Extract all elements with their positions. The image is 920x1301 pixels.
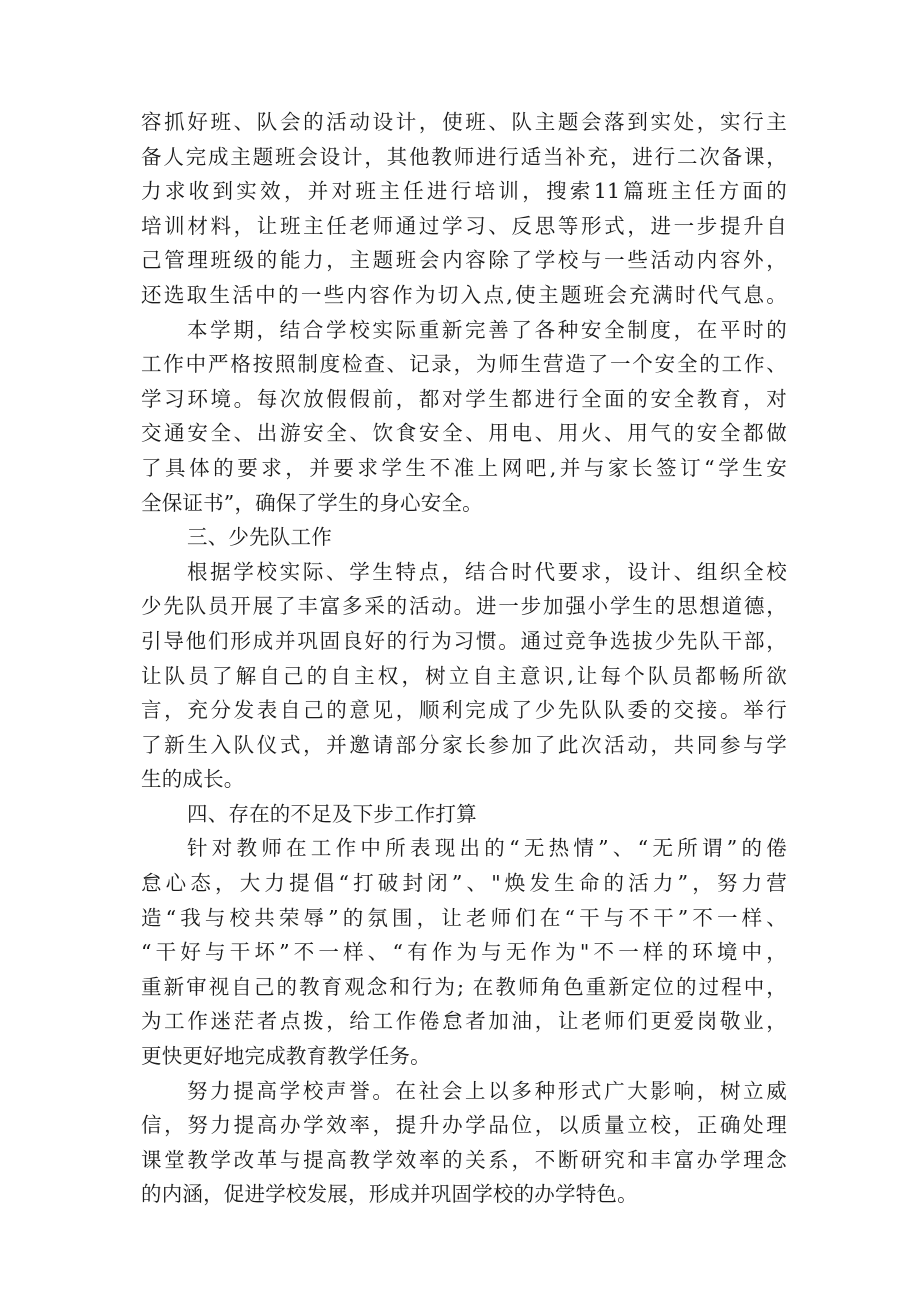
- heading-text: 三、少先队工作: [187, 525, 332, 550]
- text-line: 了新生入队仪式，并邀请部分家长参加了此次活动，共同参与学: [141, 732, 787, 757]
- text-line: 针对教师在工作中所表现出的“无热情”、“无所谓”的倦: [187, 836, 787, 861]
- text-line: 备人完成主题班会设计，其他教师进行适当补充，进行二次备课，: [141, 144, 787, 169]
- text-line: 信，努力提高办学效率，提升办学品位，以质量立校，正确处理: [141, 1113, 787, 1138]
- text-line: 培训材料，让班主任老师通过学习、反思等形式，进一步提升自: [141, 213, 787, 238]
- text-line: 本学期，结合学校实际重新完善了各种安全制度，在平时的: [187, 317, 787, 342]
- text-line: “干好与干坏”不一样、“有作为与无作为"不一样的环境中，: [141, 940, 787, 965]
- text-line: 还选取生活中的一些内容作为切入点,使主题班会充满时代气息。: [141, 282, 787, 307]
- text-line: 少先队员开展了丰富多采的活动。进一步加强小学生的思想道德，: [141, 594, 787, 619]
- text-line: 的内涵，促进学校发展，形成并巩固学校的办学特色。: [141, 1182, 638, 1207]
- text-line: 容抓好班、队会的活动设计，使班、队主题会落到实处，实行主: [141, 110, 787, 134]
- text-line: 了具体的要求，并要求学生不准上网吧,并与家长签订“学生安: [141, 455, 787, 480]
- heading-text: 四、存在的不足及下步工作打算: [187, 801, 477, 826]
- text-line: 重新审视自己的教育观念和行为; 在教师角色重新定位的过程中，: [141, 974, 787, 999]
- text-line: 让队员了解自己的自主权，树立自主意识,让每个队员都畅所欲: [141, 663, 787, 688]
- text-line: 怠心态，大力提倡“打破封闭”、"焕发生命的活力”，努力营: [141, 871, 787, 896]
- text-line: 更快更好地完成教育教学任务。: [141, 1044, 431, 1069]
- text-line: 为工作迷茫者点拨，给工作倦怠者加油，让老师们更爱岗敬业，: [141, 1009, 787, 1034]
- text-line: 力求收到实效，并对班主任进行培训，搜索11篇班主任方面的: [141, 179, 787, 204]
- text-line: 己管理班级的能力，主题班会内容除了学校与一些活动内容外，: [141, 248, 787, 273]
- paragraph-school-reputation: [141, 1074, 787, 1212]
- paragraph-young-pioneers: [141, 555, 787, 797]
- section-heading-shortcomings: [141, 797, 787, 832]
- text-line: 交通安全、出游安全、饮食安全、用电、用火、用气的安全都做: [141, 421, 787, 446]
- section-heading-young-pioneers: [141, 520, 787, 555]
- text-line: 学习环境。每次放假假前，都对学生都进行全面的安全教育，对: [141, 386, 787, 411]
- paragraph-class-meetings: [141, 105, 787, 313]
- text-line: 全保证书”，确保了学生的身心安全。: [141, 490, 483, 515]
- text-line: 言，充分发表自己的意见，顺利完成了少先队队委的交接。举行: [141, 698, 787, 723]
- text-line: 根据学校实际、学生特点，结合时代要求，设计、组织全校: [187, 559, 787, 584]
- text-line: 造“我与校共荣辱”的氛围，让老师们在“干与不干”不一样、: [141, 905, 787, 930]
- text-line: 生的成长。: [141, 767, 245, 792]
- text-line: 课堂教学改革与提高教学效率的关系，不断研究和丰富办学理念: [141, 1147, 787, 1172]
- text-line: 工作中严格按照制度检查、记录，为师生营造了一个安全的工作、: [141, 352, 787, 377]
- text-line: 努力提高学校声誉。在社会上以多种形式广大影响，树立威: [187, 1078, 787, 1103]
- document-body: [141, 105, 787, 1212]
- paragraph-teacher-attitude: [141, 831, 787, 1073]
- text-line: 引导他们形成并巩固良好的行为习惯。通过竞争选拔少先队干部，: [141, 628, 787, 653]
- paragraph-safety: [141, 313, 787, 521]
